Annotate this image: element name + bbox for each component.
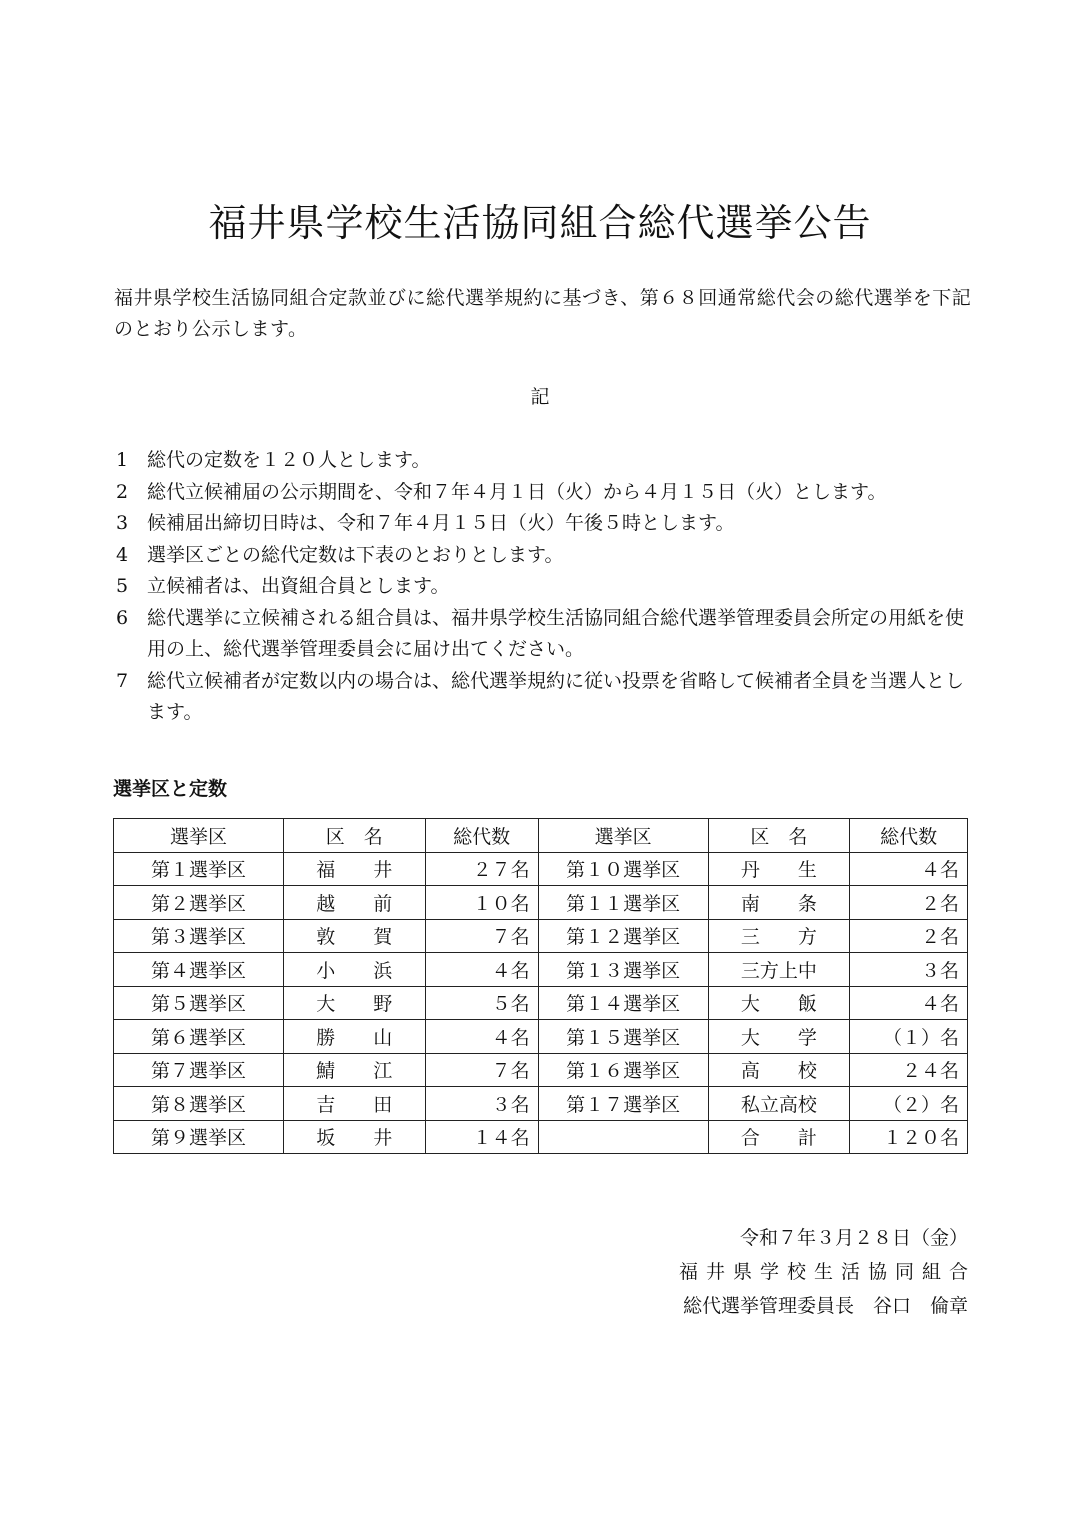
district-cell: 第１選挙区: [114, 852, 284, 886]
count-cell: （２）名: [850, 1087, 968, 1121]
district-cell: 第５選挙区: [114, 986, 284, 1020]
count-cell: ３名: [850, 953, 968, 987]
count-cell: ７名: [425, 919, 538, 953]
header-area: 区 名: [708, 819, 849, 853]
table-row: [114, 986, 968, 1020]
table-row: [114, 1120, 968, 1154]
area-cell: 越 前: [284, 886, 425, 920]
notice-item: [116, 666, 976, 729]
area-cell: 南 条: [708, 886, 849, 920]
page-title: 福井県学校生活協同組合総代選挙公告: [208, 201, 872, 245]
header-district: 選挙区: [538, 819, 708, 853]
item-number: 5: [116, 575, 129, 597]
area-cell: 三方上中: [708, 953, 849, 987]
notice-item: [116, 603, 976, 666]
header-district: 選挙区: [114, 819, 284, 853]
item-text: 総代立候補届の公示期間を、令和７年４月１日（火）から４月１５日（火）とします。: [147, 480, 887, 503]
item-text: 総代の定数を１２０人とします。: [147, 449, 431, 471]
signature-org: 福井県学校生活協同組合: [678, 1261, 976, 1283]
area-cell: 小 浜: [284, 953, 425, 987]
table-row: [114, 919, 968, 953]
district-cell: 第２選挙区: [114, 886, 284, 920]
count-cell: １０名: [425, 886, 538, 920]
table-row: [114, 1020, 968, 1054]
area-cell: 丹 生: [708, 852, 849, 886]
header-count: 総代数: [850, 819, 968, 853]
count-cell: ２名: [850, 886, 968, 920]
count-cell: ２名: [850, 919, 968, 953]
item-number: 3: [116, 512, 129, 534]
district-cell: 第４選挙区: [114, 953, 284, 987]
district-cell: 第６選挙区: [114, 1020, 284, 1054]
signature-person: 総代選挙管理委員長 谷口 倫章: [682, 1295, 968, 1317]
notice-item: [116, 445, 976, 477]
area-cell: 勝 山: [284, 1020, 425, 1054]
count-cell: ２７名: [425, 852, 538, 886]
district-cell: 第３選挙区: [114, 919, 284, 953]
area-cell: 大 学: [708, 1020, 849, 1054]
count-cell: ４名: [425, 953, 538, 987]
district-cell: 第１７選挙区: [538, 1087, 708, 1121]
notice-item: [116, 540, 976, 572]
notice-item: [116, 571, 976, 603]
count-cell: ４名: [425, 1020, 538, 1054]
item-number: 6: [116, 606, 129, 629]
section-title: 選挙区と定数: [113, 778, 228, 800]
district-cell: 第１６選挙区: [538, 1053, 708, 1087]
table-header-row: [114, 819, 968, 853]
count-cell: ７名: [425, 1053, 538, 1087]
table-row: [114, 852, 968, 886]
count-cell: ２４名: [850, 1053, 968, 1087]
count-cell: ５名: [425, 986, 538, 1020]
table-body: [114, 852, 968, 1154]
intro-paragraph: 福井県学校生活協同組合定款並びに総代選挙規約に基づき、第６８回通常総代会の総代選挙を下記のとおり公示します。: [114, 287, 972, 340]
area-cell: 吉 田: [284, 1087, 425, 1121]
ki-heading: 記: [530, 386, 550, 408]
count-cell: １２０名: [850, 1120, 968, 1154]
area-cell: 坂 井: [284, 1120, 425, 1154]
district-cell: 第１３選挙区: [538, 953, 708, 987]
district-cell: 第１２選挙区: [538, 919, 708, 953]
area-cell: 福 井: [284, 852, 425, 886]
area-cell: 大 飯: [708, 986, 849, 1020]
area-cell: 高 校: [708, 1053, 849, 1087]
item-text: 立候補者は、出資組合員とします。: [147, 575, 450, 597]
area-cell: 大 野: [284, 986, 425, 1020]
area-cell: 敦 賀: [284, 919, 425, 953]
count-cell: ３名: [425, 1087, 538, 1121]
district-cell: 第１１選挙区: [538, 886, 708, 920]
header-area: 区 名: [284, 819, 425, 853]
header-count: 総代数: [425, 819, 538, 853]
item-number: 4: [116, 543, 129, 566]
count-cell: １４名: [425, 1120, 538, 1154]
item-number: 7: [116, 669, 129, 692]
district-cell: [538, 1120, 708, 1154]
item-text: 候補届出締切日時は、令和７年４月１５日（火）午後５時とします。: [147, 512, 735, 534]
table-row: [114, 1087, 968, 1121]
district-cell: 第１５選挙区: [538, 1020, 708, 1054]
district-cell: 第９選挙区: [114, 1120, 284, 1154]
notice-items: [116, 445, 976, 729]
area-cell: 私立高校: [708, 1087, 849, 1121]
item-text: 選挙区ごとの総代定数は下表のとおりとします。: [147, 543, 564, 566]
district-cell: 第８選挙区: [114, 1087, 284, 1121]
district-table: [113, 818, 968, 1154]
count-cell: （１）名: [850, 1020, 968, 1054]
table-row: [114, 953, 968, 987]
table-row: [114, 1053, 968, 1087]
signature-date: 令和７年３月２８日（金）: [739, 1227, 968, 1249]
item-text: 総代選挙に立候補される組合員は、福井県学校生活協同組合総代選挙管理委員会所定の用紙を使用の上、総代選挙管理委員会に届け出てください。: [147, 606, 965, 660]
area-cell: 鯖 江: [284, 1053, 425, 1087]
area-cell: 合 計: [708, 1120, 849, 1154]
item-text: 総代立候補者が定数以内の場合は、総代選挙規約に従い投票を省略して候補者全員を当選人とします。: [147, 669, 965, 723]
district-cell: 第１０選挙区: [538, 852, 708, 886]
area-cell: 三 方: [708, 919, 849, 953]
item-number: 1: [116, 449, 129, 471]
notice-item: [116, 508, 976, 540]
count-cell: ４名: [850, 986, 968, 1020]
count-cell: ４名: [850, 852, 968, 886]
item-number: 2: [116, 480, 129, 503]
notice-item: [116, 477, 976, 509]
district-cell: 第７選挙区: [114, 1053, 284, 1087]
table-row: [114, 886, 968, 920]
district-cell: 第１４選挙区: [538, 986, 708, 1020]
